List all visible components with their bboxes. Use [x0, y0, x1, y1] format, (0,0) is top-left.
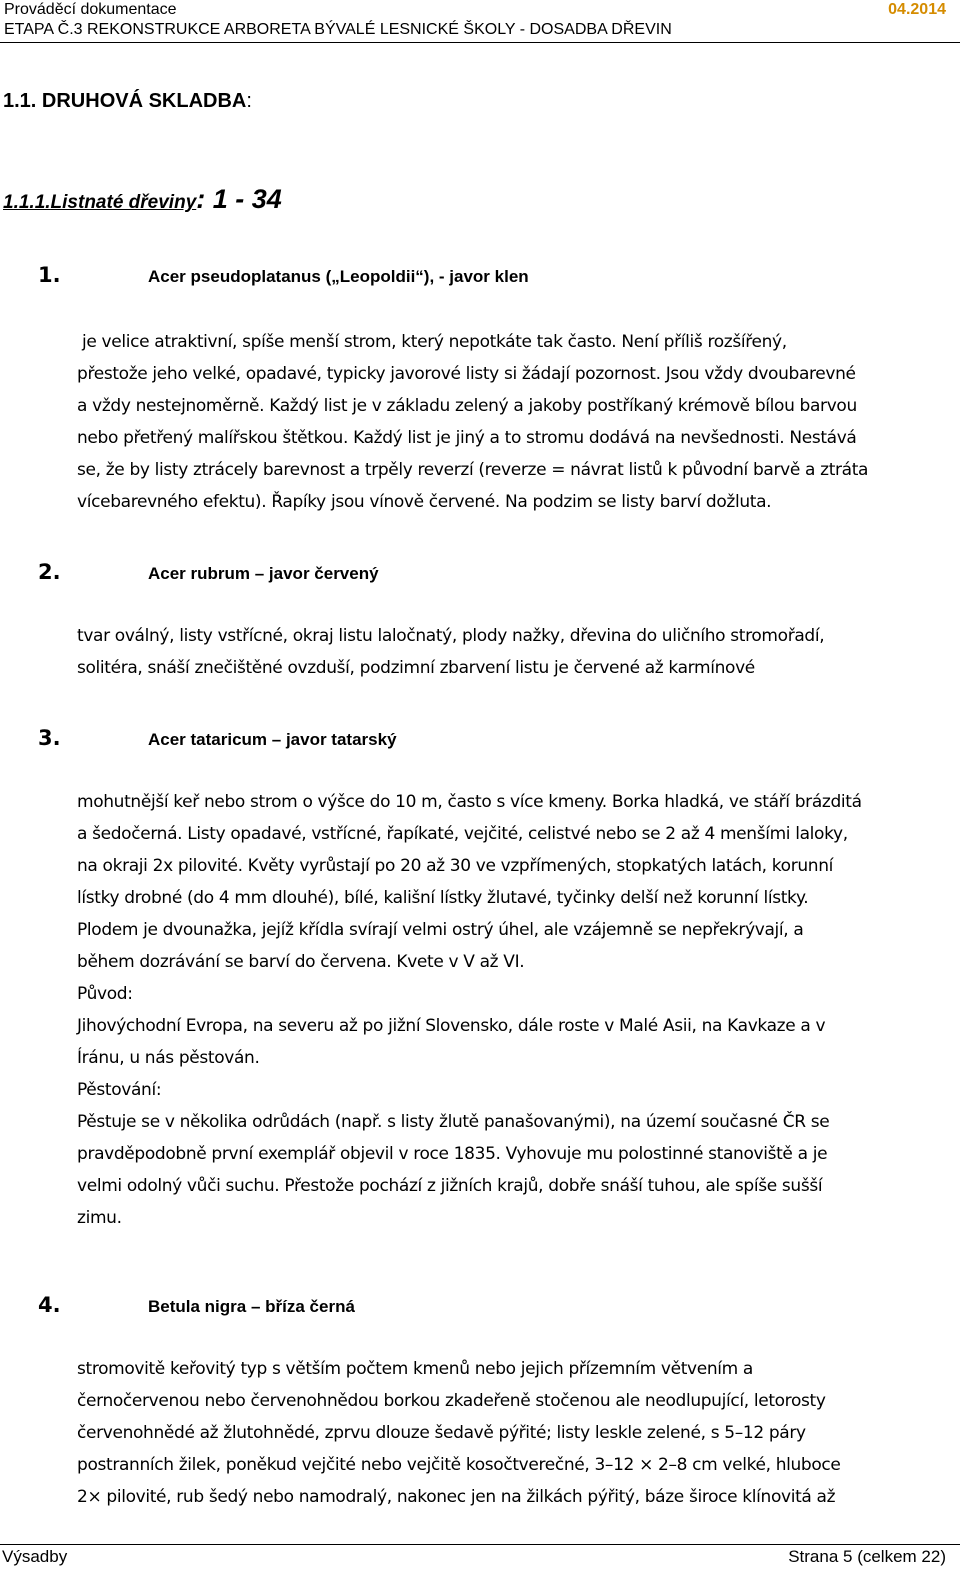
document-title: Prováděcí dokumentace — [4, 1, 177, 18]
text-line: během dozrávání se barví do červena. Kvete v V až VI. — [77, 952, 525, 972]
text-line: a vždy nestejnoměrně. Každý list je v základu zelený a jakoby postříkaný krémově bílou barvou — [77, 396, 857, 416]
species-heading — [38, 726, 397, 750]
text-line: 2× pilovité, rub šedý nebo namodralý, nakonec jen na žilkách pýřitý, báze široce klínovitá až — [77, 1487, 836, 1507]
subsection-colon: : — [196, 184, 206, 214]
text-line: vícebarevného efektu). Řapíky jsou vínově červené. Na podzim se listy barví dožluta. — [77, 492, 772, 512]
cultivation-label: Pěstování: — [77, 1080, 162, 1100]
text-line: se, že by listy ztrácely barevnost a trpěly reverzí (reverze = návrat listů k původní barvě a ztráta — [77, 460, 869, 480]
section-number: 1.1. — [3, 90, 37, 112]
species-description — [77, 786, 959, 1234]
text-line: a šedočerná. Listy opadavé, vstřícné, řapíkaté, vejčité, celistvé nebo se 2 až 4 menšími laloky, — [77, 824, 848, 844]
text-line: zimu. — [77, 1208, 122, 1228]
section-title: DRUHOVÁ SKLADBA — [41, 90, 247, 112]
text-line: pravděpodobně první exemplář objevil v roce 1835. Vyhovuje mu polostinné stanoviště a je — [77, 1144, 828, 1164]
text-line: Plodem je dvounažka, jejíž křídla svírají velmi ostrý úhel, ale vzájemně se nepřekrývají, a — [77, 920, 804, 940]
species-heading — [38, 560, 379, 584]
page-header — [0, 0, 960, 44]
species-heading — [38, 1293, 355, 1317]
text-line: červenohnědé až žlutohnědé, zprvu dlouze šedavě pýřité; listy leskle zelené, s 5–12 páry — [77, 1423, 806, 1443]
text-line: velmi odolný vůči suchu. Přestože pochází z jižních krajů, dobře snáší tuhou, ale spíše sušší — [77, 1176, 823, 1196]
text-line: je velice atraktivní, spíše menší strom, který nepotkáte tak často. Není příliš rozšířený, — [82, 332, 787, 352]
text-line: mohutnější keř nebo strom o výšce do 10 m, často s více kmeny. Borka hladká, ve stáří brázditá — [77, 792, 862, 812]
subsection-heading — [3, 184, 282, 215]
species-heading — [38, 263, 529, 287]
species-number: 2. — [38, 560, 61, 584]
footer-section: Výsadby — [2, 1547, 68, 1566]
species-description — [77, 1353, 959, 1513]
document-date: 04.2014 — [888, 1, 946, 18]
species-name: Betula nigra – bříza černá — [148, 1297, 355, 1316]
species-number: 1. — [38, 263, 61, 287]
text-line: Íránu, u nás pěstován. — [77, 1048, 260, 1068]
species-number: 3. — [38, 726, 61, 750]
section-heading — [3, 90, 252, 113]
text-line: Pěstuje se v několika odrůdách (např. s listy žlutě panašovanými), na území současné ČR se — [77, 1112, 830, 1132]
text-line: tvar oválný, listy vstřícné, okraj listu laločnatý, plody nažky, dřevina do uličního stromořadí, — [77, 626, 825, 646]
origin-label: Původ: — [77, 984, 133, 1004]
text-line: stromovitě keřovitý typ s větším počtem kmenů nebo jejich přízemním větvením a — [77, 1359, 753, 1379]
subsection-number: 1.1.1. — [3, 192, 51, 213]
document-subtitle: ETAPA Č.3 REKONSTRUKCE ARBORETA BÝVALÉ LESNICKÉ ŠKOLY - DOSADBA DŘEVIN — [4, 21, 672, 38]
text-line: na okraji 2x pilovité. Květy vyrůstají po 20 až 30 ve vzpřímených, stopkatých latách, korunní — [77, 856, 834, 876]
subsection-range: 1 - 34 — [212, 184, 282, 214]
page-footer — [0, 1544, 960, 1572]
text-line: solitéra, snáší znečištěné ovzduší, podzimní zbarvení listu je červené až karmínové — [77, 658, 755, 678]
species-name: Acer tataricum – javor tatarský — [148, 730, 397, 749]
species-name: Acer pseudoplatanus („Leopoldii“), - javor klen — [148, 267, 529, 286]
header-divider — [0, 42, 960, 43]
page-number: Strana 5 (celkem 22) — [788, 1547, 946, 1566]
text-line: postranních žilek, poněkud vejčité nebo vejčitě kosočtverečné, 3–12 × 2–8 cm velké, hluboce — [77, 1455, 841, 1475]
text-line: nebo přetřený malířskou štětkou. Každý list je jiný a to stromu dodává na nevšednosti. Nestává — [77, 428, 857, 448]
text-line: přestože jeho velké, opadavé, typicky javorové listy si žádají pozornost. Jsou vždy dvoubarevné — [77, 364, 856, 384]
text-line: Jihovýchodní Evropa, na severu až po jižní Slovensko, dále roste v Malé Asii, na Kavkaze a v — [77, 1016, 826, 1036]
species-description — [77, 326, 959, 518]
footer-divider — [0, 1544, 960, 1545]
species-name: Acer rubrum – javor červený — [148, 564, 379, 583]
section-colon: : — [246, 90, 252, 112]
text-line: černočervenou nebo červenohnědou borkou zkadeřeně stočenou ale neodlupující, letorosty — [77, 1391, 826, 1411]
species-description — [77, 620, 959, 684]
species-number: 4. — [38, 1293, 61, 1317]
subsection-title: Listnaté dřeviny — [50, 192, 197, 213]
text-line: lístky drobné (do 4 mm dlouhé), bílé, kališní lístky žlutavé, tyčinky delší než korunní lístky. — [77, 888, 809, 908]
